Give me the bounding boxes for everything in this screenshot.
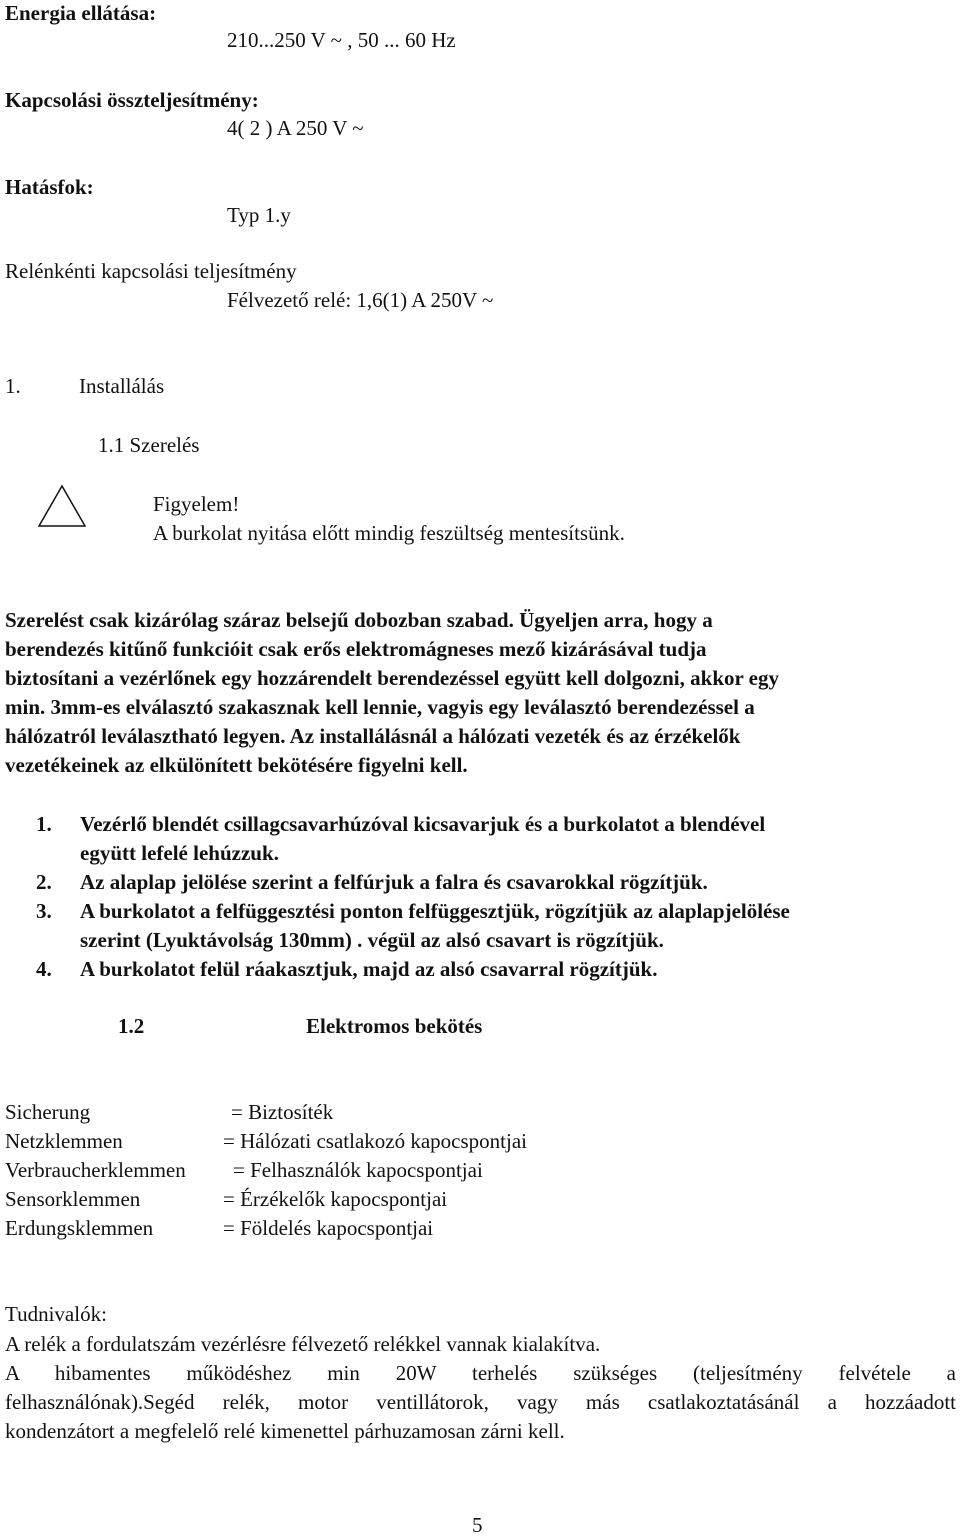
- spec-value-efficiency: Typ 1.y: [227, 203, 291, 227]
- glossary-definition: = Földelés kapocspontjai: [223, 1216, 434, 1240]
- paragraph-line: min. 3mm-es elválasztó szakasznak kell lennie, vagyis egy leválasztó berendezéssel a: [5, 695, 755, 719]
- step-text: együtt lefelé lehúzzuk.: [80, 841, 279, 865]
- paragraph-line: berendezés kitűnő funkcióit csak erős elektromágneses mező kizárásával tudja: [5, 637, 707, 661]
- section-title: Installálás: [79, 374, 165, 398]
- glossary-term: Netzklemmen: [5, 1129, 123, 1153]
- notes-body: [5, 1330, 956, 1446]
- step-text: A burkolatot a felfüggesztési ponton felfüggesztjük, rögzítjük az alaplapjelölése: [80, 899, 790, 923]
- notes-line: kondenzátort a megfelelő relé kimenettel párhuzamosan zárni kell.: [5, 1419, 565, 1443]
- glossary-definition: = Hálózati csatlakozó kapocspontjai: [223, 1129, 527, 1153]
- spec-value-power: 210...250 V ~ , 50 ... 60 Hz: [227, 28, 456, 52]
- page-number: 5: [472, 1513, 483, 1537]
- step-text: A burkolatot felül ráakasztjuk, majd az alsó csavarral rögzítjük.: [80, 957, 658, 981]
- glossary-definition: = Biztosíték: [231, 1100, 334, 1124]
- notes-line: A hibamentes működéshez min 20W terhelés szükséges (teljesítmény felvétele a: [5, 1361, 956, 1385]
- notes-line: felhasználónak).Segéd relék, motor ventillátorok, vagy más csatlakoztatásánál a hozzáadott: [5, 1390, 956, 1414]
- spec-value-switching: 4( 2 ) A 250 V ~: [227, 116, 364, 140]
- step-text: Vezérlő blendét csillagcsavarhúzóval kicsavarjuk és a burkolatot a blendével: [80, 812, 766, 836]
- section-number: 1.: [5, 374, 21, 398]
- step-number: 1.: [36, 812, 52, 836]
- subsection-title: Elektromos bekötés: [306, 1014, 483, 1038]
- paragraph-line: biztosítani a vezérlőnek egy hozzárendelt berendezéssel együtt kell dolgozni, akkor egy: [5, 666, 780, 690]
- spec-label-power: Energia ellátása:: [5, 1, 157, 25]
- paragraph-line: vezetékeinek az elkülönített bekötésére figyelni kell.: [5, 753, 468, 777]
- paragraph-line: hálózatról leválasztható legyen. Az installálásnál a hálózati vezeték és az érzékelők: [5, 724, 741, 748]
- subsection-number: 1.2: [118, 1014, 145, 1038]
- spec-value-relay: Félvezető relé: 1,6(1) A 250V ~: [227, 288, 494, 312]
- step-text: Az alaplap jelölése szerint a felfúrjuk a falra és csavarokkal rögzítjük.: [80, 870, 708, 894]
- step-number: 4.: [36, 957, 52, 981]
- warning-text: A burkolat nyitása előtt mindig feszültség mentesítsünk.: [153, 521, 625, 545]
- spec-label-relay: Relénkénti kapcsolási teljesítmény: [5, 259, 297, 283]
- glossary-definition: = Felhasználók kapocspontjai: [233, 1158, 483, 1182]
- glossary-term: Sensorklemmen: [5, 1187, 141, 1211]
- notes-line: A relék a fordulatszám vezérlésre félvezető relékkel vannak kialakítva.: [5, 1332, 601, 1356]
- step-number: 3.: [36, 899, 52, 923]
- notes-heading: Tudnivalók:: [5, 1302, 107, 1326]
- spec-label-efficiency: Hatásfok:: [5, 175, 94, 199]
- warning-triangle-icon: [37, 484, 87, 528]
- step-text: szerint (Lyuktávolság 130mm) . végül az alsó csavart is rögzítjük.: [80, 928, 664, 952]
- glossary-term: Erdungsklemmen: [5, 1216, 154, 1240]
- paragraph-line: Szerelést csak kizárólag száraz belsejű dobozban szabad. Ügyeljen arra, hogy a: [5, 608, 713, 632]
- warning-title: Figyelem!: [153, 492, 240, 516]
- step-number: 2.: [36, 870, 52, 894]
- glossary-term: Verbraucherklemmen: [5, 1158, 186, 1182]
- glossary-term: Sicherung: [5, 1100, 91, 1124]
- glossary-definition: = Érzékelők kapocspontjai: [223, 1187, 448, 1211]
- spec-label-switching: Kapcsolási összteljesítmény:: [5, 88, 259, 112]
- subsection-title: 1.1 Szerelés: [98, 433, 200, 457]
